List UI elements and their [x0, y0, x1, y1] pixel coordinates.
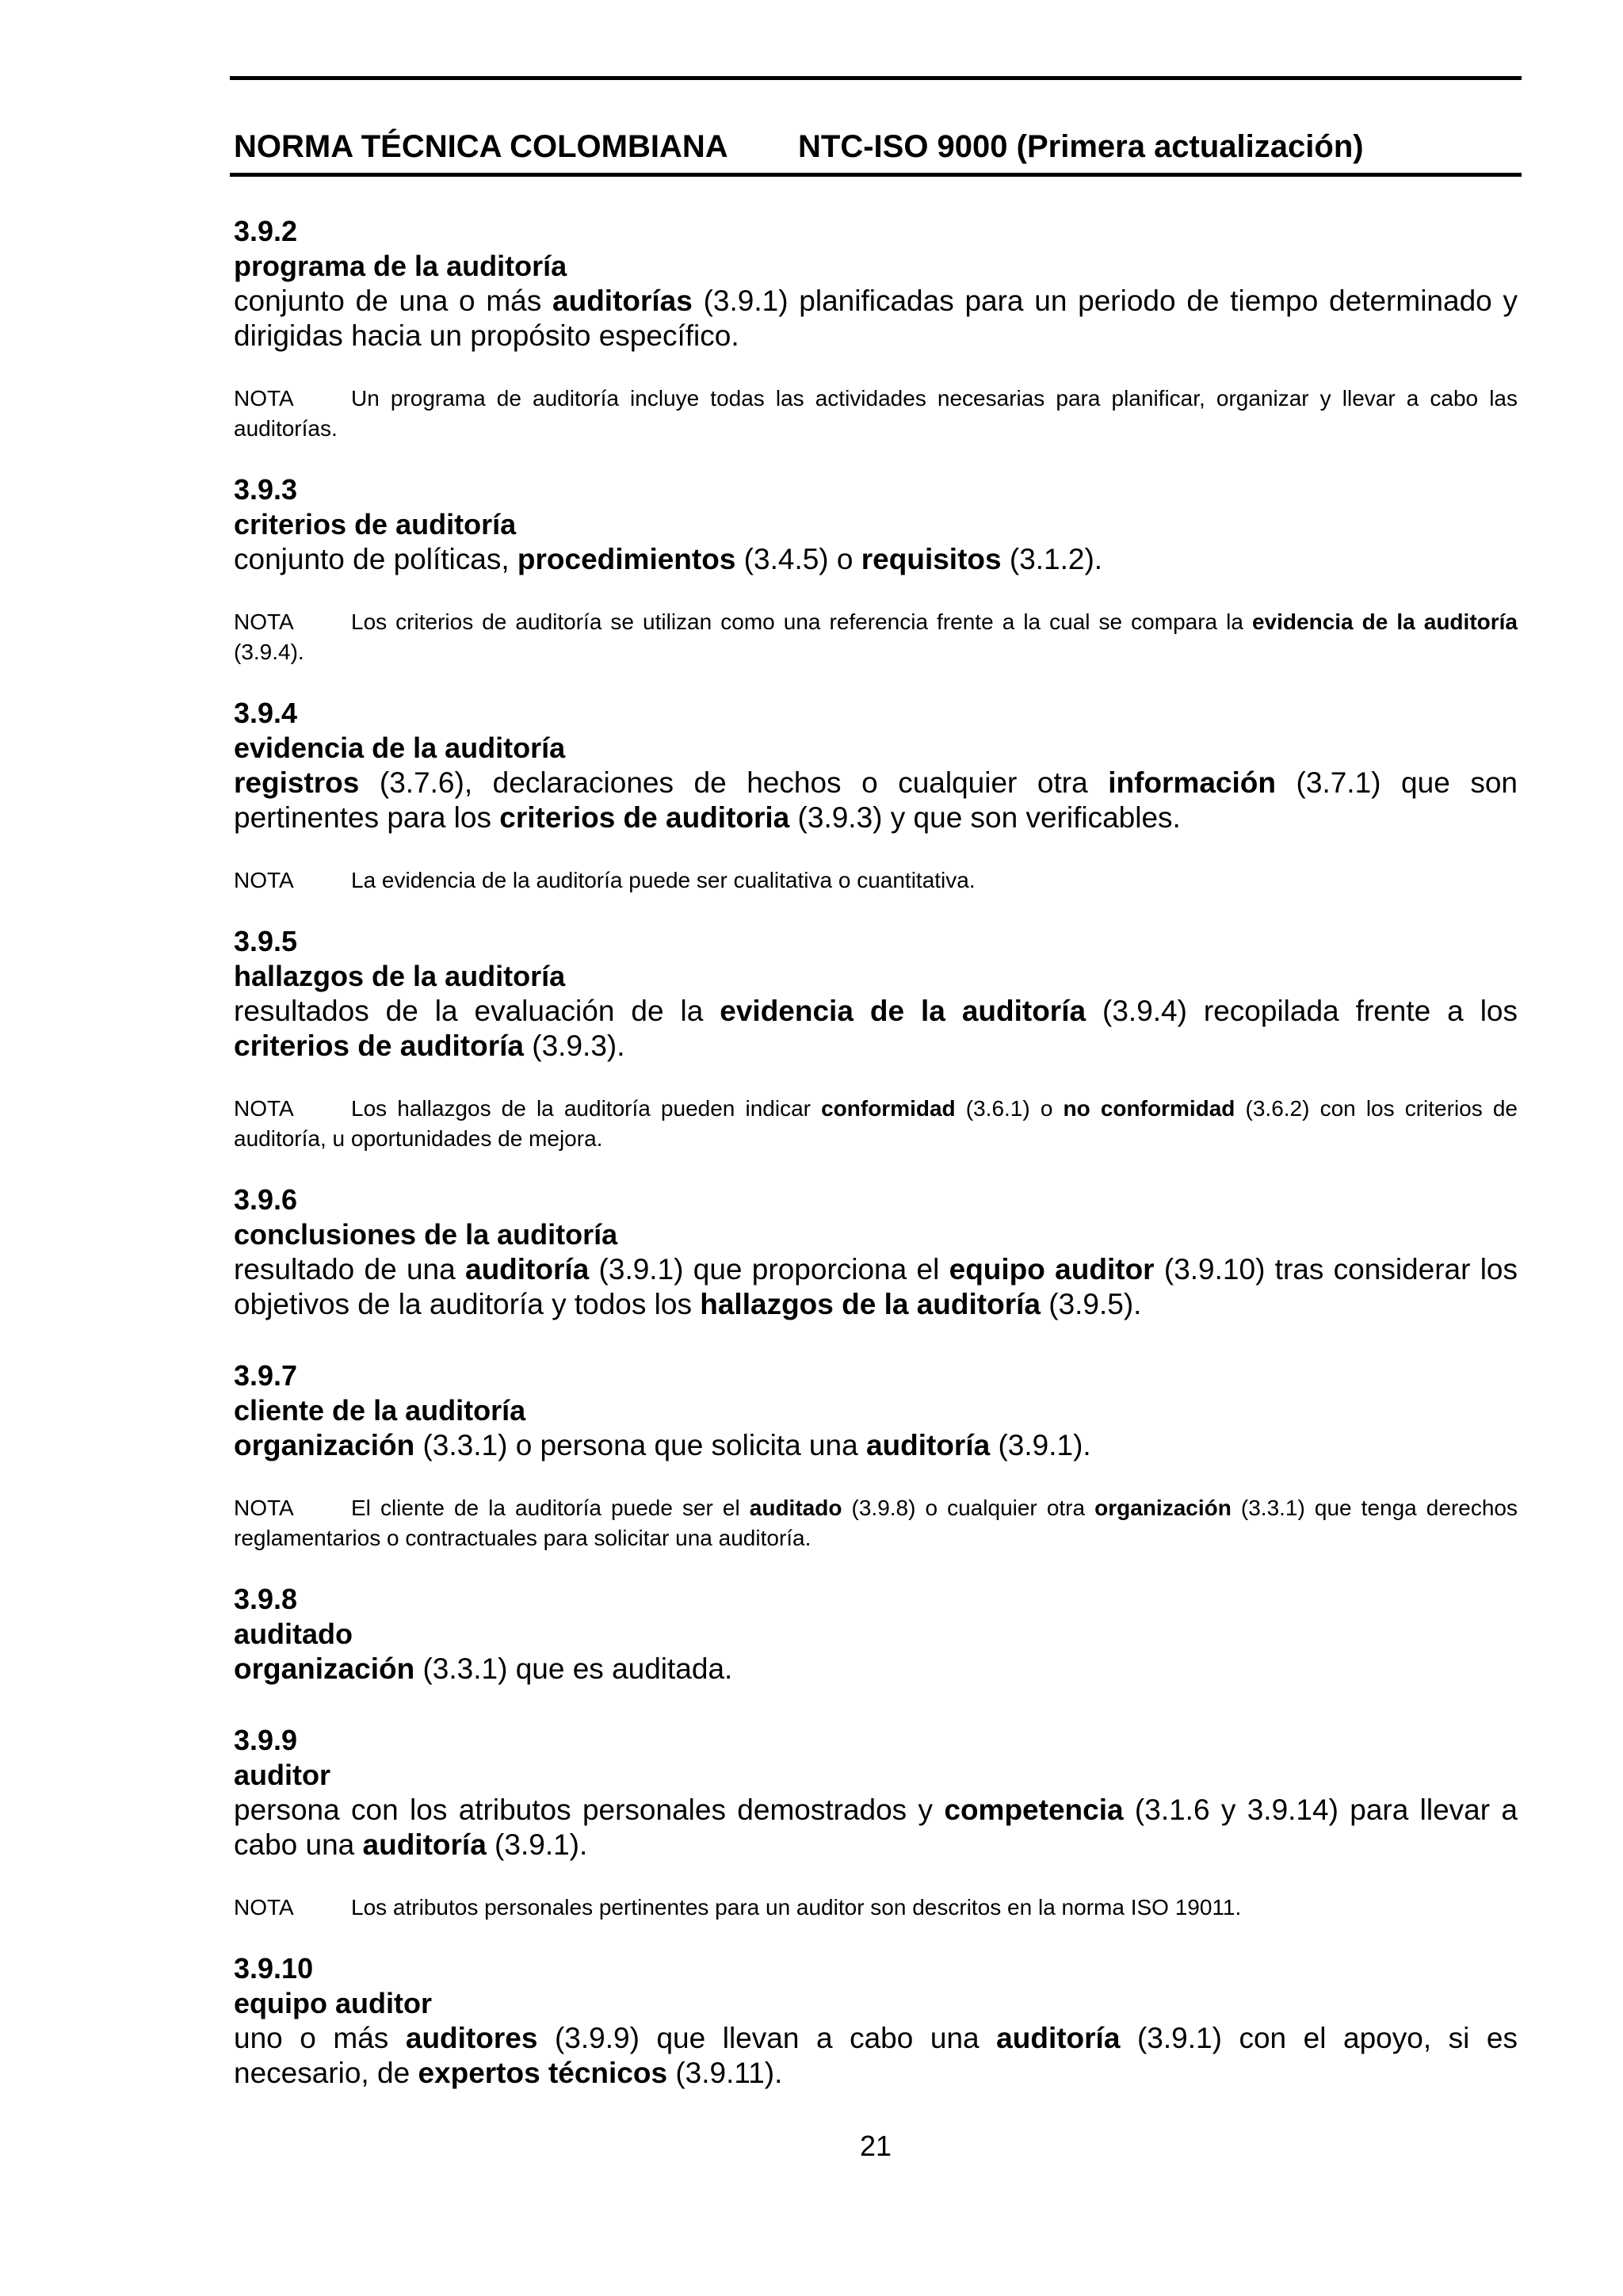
note-text: Los atributos personales pertinentes para un auditor son descritos en la norma ISO 19011.	[351, 1895, 1242, 1920]
cross-reference-term: auditoría	[865, 1429, 991, 1461]
entry-spacer	[234, 1687, 1518, 1723]
term-definition	[234, 766, 1518, 835]
definition-text: resultados de la evaluación de la	[234, 995, 720, 1027]
cross-reference-term: hallazgos de la auditoría	[700, 1288, 1041, 1320]
note-text: (3.9.8) o cualquier otra	[842, 1496, 1095, 1520]
note-text: Los criterios de auditoría se utilizan como una referencia frente a la cual se compara la	[351, 609, 1252, 634]
cross-reference-term: procedimientos	[517, 543, 736, 575]
term-heading: evidencia de la auditoría	[234, 732, 566, 764]
note-label: NOTA	[234, 1096, 294, 1121]
cross-reference-term: requisitos	[861, 543, 1002, 575]
note-label: NOTA	[234, 386, 294, 411]
clause-number: 3.9.7	[234, 1359, 298, 1392]
clause-number: 3.9.5	[234, 925, 298, 957]
definition-text: (3.9.9) que llevan a cabo una	[537, 2022, 997, 2054]
term-definition	[234, 542, 1518, 577]
entry-spacer	[234, 1154, 1518, 1182]
note-cross-reference: auditado	[749, 1496, 842, 1520]
cross-reference-term: organización	[234, 1652, 415, 1685]
clause-number: 3.9.2	[234, 215, 298, 247]
cross-reference-term: auditoría	[465, 1253, 590, 1286]
note-text: (3.9.4).	[234, 640, 304, 664]
note	[234, 865, 1518, 896]
clause-number: 3.9.3	[234, 473, 298, 506]
definition-text: (3.9.11).	[667, 2057, 783, 2089]
term-heading: hallazgos de la auditoría	[234, 960, 566, 992]
document-body	[234, 214, 1518, 2091]
note-label: NOTA	[234, 609, 294, 634]
header-bottom-rule	[230, 173, 1522, 177]
definition-text: (3.9.1) con el apoyo, si es necesario, de	[234, 2022, 1518, 2089]
definition-text: (3.9.10) tras considerar los objetivos de la auditoría y todos los	[234, 1253, 1518, 1320]
term-definition	[234, 994, 1518, 1064]
term-definition	[234, 1252, 1518, 1322]
note-text: (3.3.1) que tenga derechos reglamentarios o contractuales para solicitar una auditoría.	[234, 1496, 1518, 1550]
entry-spacer	[234, 667, 1518, 696]
note-cross-reference: organización	[1094, 1496, 1232, 1520]
note-label: NOTA	[234, 868, 294, 892]
cross-reference-term: auditores	[405, 2022, 538, 2054]
definition-text: (3.1.6 y 3.9.14) para llevar a cabo una	[234, 1794, 1518, 1861]
cross-reference-term: auditoría	[996, 2022, 1121, 2054]
definition-text: (3.9.3) y que son verificables.	[789, 801, 1181, 834]
cross-reference-term: criterios de auditoría	[234, 1030, 524, 1062]
entry-spacer	[234, 1553, 1518, 1582]
definition-text: uno o más	[234, 2022, 406, 2054]
clause-number: 3.9.9	[234, 1724, 298, 1756]
clause-number: 3.9.4	[234, 697, 298, 729]
definition-text: (3.1.2).	[1001, 543, 1103, 575]
definition-entry	[234, 214, 1518, 444]
note-text: (3.6.1) o	[955, 1096, 1064, 1121]
note-text: La evidencia de la auditoría puede ser cualitativa o cuantitativa.	[351, 868, 976, 892]
header-standard-name: NORMA TÉCNICA COLOMBIANA	[234, 129, 728, 164]
note-cross-reference: evidencia de la auditoría	[1251, 609, 1518, 634]
definition-text: conjunto de políticas,	[234, 543, 517, 575]
cross-reference-term: expertos técnicos	[418, 2057, 668, 2089]
note-label: NOTA	[234, 1895, 294, 1920]
definition-text: (3.9.1).	[990, 1429, 1091, 1461]
definition-text: (3.9.1).	[486, 1828, 588, 1861]
note	[234, 1893, 1518, 1923]
term-definition	[234, 1652, 1518, 1687]
entry-spacer	[234, 896, 1518, 924]
term-definition	[234, 1793, 1518, 1862]
note-label: NOTA	[234, 1496, 294, 1520]
definition-text: (3.9.5).	[1040, 1288, 1142, 1320]
clause-number: 3.9.10	[234, 1952, 314, 1985]
term-definition	[234, 1428, 1518, 1463]
term-heading: equipo auditor	[234, 1987, 432, 2019]
definition-entry	[234, 472, 1518, 667]
cross-reference-term: auditoría	[362, 1828, 487, 1861]
entry-spacer	[234, 1322, 1518, 1358]
definition-text: (3.9.3).	[524, 1030, 625, 1062]
definition-entry	[234, 1951, 1518, 2091]
definition-text: (3.4.5) o	[735, 543, 861, 575]
term-heading: cliente de la auditoría	[234, 1394, 526, 1427]
definition-text: (3.9.1) planificadas para un periodo de tiempo determinado y dirigidas hacia un propósito específico.	[234, 285, 1518, 352]
term-heading: programa de la auditoría	[234, 250, 567, 282]
term-definition	[234, 2021, 1518, 2091]
header-top-rule	[230, 76, 1522, 80]
note-cross-reference: no conformidad	[1063, 1096, 1235, 1121]
note-text: El cliente de la auditoría puede ser el	[351, 1496, 750, 1520]
definition-text: (3.3.1) o persona que solicita una	[414, 1429, 866, 1461]
note-cross-reference: conformidad	[821, 1096, 956, 1121]
definition-text: persona con los atributos personales demostrados y	[234, 1794, 945, 1826]
note	[234, 607, 1518, 667]
note	[234, 1493, 1518, 1553]
note-text: (3.6.2) con los criterios de auditoría, u oportunidades de mejora.	[234, 1096, 1518, 1151]
note-text: Un programa de auditoría incluye todas las actividades necesarias para planificar, organizar y llevar a cabo las auditorías.	[234, 386, 1518, 441]
definition-text: (3.7.1) que son pertinentes para los	[234, 766, 1518, 834]
definition-entry	[234, 1723, 1518, 1923]
cross-reference-term: información	[1108, 766, 1276, 799]
definition-entry	[234, 696, 1518, 896]
entry-spacer	[234, 444, 1518, 472]
cross-reference-term: registros	[234, 766, 360, 799]
cross-reference-term: criterios de auditoria	[499, 801, 790, 834]
term-heading: auditor	[234, 1759, 330, 1791]
term-heading: conclusiones de la auditoría	[234, 1218, 618, 1251]
definition-text: (3.7.6), declaraciones de hechos o cualquier otra	[359, 766, 1109, 799]
definition-entry	[234, 924, 1518, 1154]
definition-entry	[234, 1182, 1518, 1322]
term-heading: auditado	[234, 1618, 353, 1650]
note	[234, 384, 1518, 444]
definition-text: (3.3.1) que es auditada.	[414, 1652, 733, 1685]
definition-text: resultado de una	[234, 1253, 465, 1286]
clause-number: 3.9.6	[234, 1183, 298, 1216]
entry-spacer	[234, 1923, 1518, 1951]
cross-reference-term: auditorías	[552, 285, 693, 317]
definition-text: (3.9.1) que proporciona el	[589, 1253, 949, 1286]
header-standard-code: NTC-ISO 9000 (Primera actualización)	[798, 129, 1364, 164]
definition-entry	[234, 1358, 1518, 1553]
cross-reference-term: competencia	[944, 1794, 1124, 1826]
definition-text: conjunto de una o más	[234, 285, 553, 317]
term-definition	[234, 284, 1518, 353]
note	[234, 1094, 1518, 1154]
clause-number: 3.9.8	[234, 1583, 298, 1615]
definition-entry	[234, 1582, 1518, 1687]
cross-reference-term: evidencia de la auditoría	[720, 995, 1086, 1027]
note-text: Los hallazgos de la auditoría pueden indicar	[351, 1096, 822, 1121]
page-number: 21	[859, 2130, 892, 2162]
definition-text: (3.9.4) recopilada frente a los	[1086, 995, 1518, 1027]
cross-reference-term: equipo auditor	[949, 1253, 1155, 1286]
cross-reference-term: organización	[234, 1429, 415, 1461]
term-heading: criterios de auditoría	[234, 508, 517, 541]
